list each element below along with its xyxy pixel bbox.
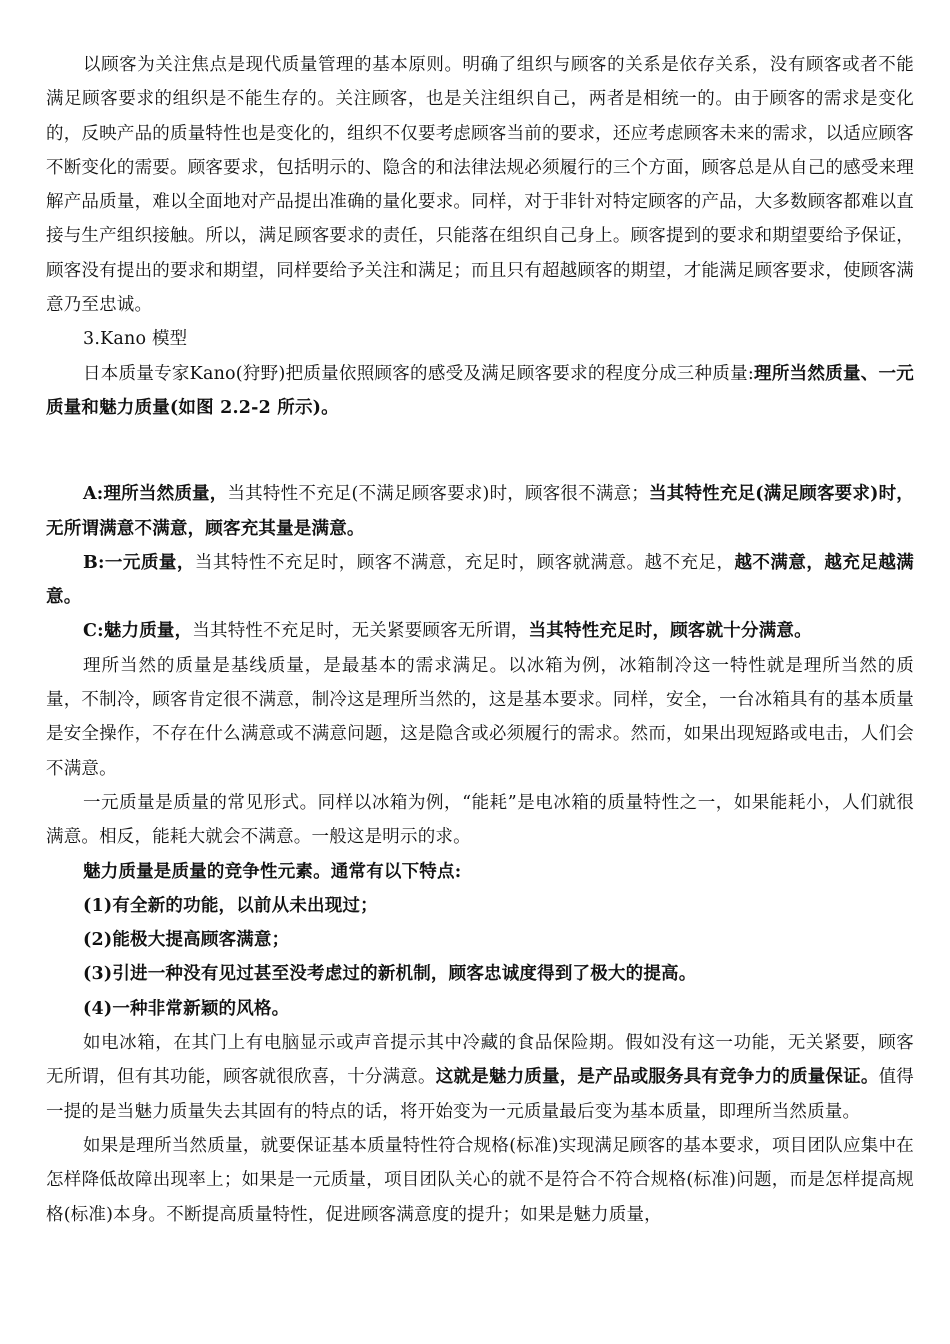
- c-bold-text: 当其特性充足时，顾客就十分满意。: [528, 621, 812, 642]
- paragraph-conclusion: 如果是理所当然质量，就要保证基本质量特性符合规格(标准)实现满足顾客的基本要求，项目团队应集中在怎样降低故障出现率上；如果是一元质量，项目团队关心的就不是符合不符合规格(标准)问题，而是怎样提高规格(标准)本身。不断提高质量特性，促进顾客满意度的提升；如果是魅力质量，: [46, 1135, 914, 1225]
- heading-kano-model: 3.Kano 模型: [83, 329, 188, 350]
- c-text: 当其特性不充足时，无关紧要顾客无所谓，: [192, 621, 529, 642]
- figure-gap: [46, 425, 914, 477]
- paragraph-customer-focus: 以顾客为关注焦点是现代质量管理的基本原则。明确了组织与顾客的关系是依存关系，没有顾客或者不能满足顾客要求的组织是不能生存的。关注顾客，也是关注组织自己，两者是相统一的。由于顾客的需求是变化的，反映产品的质量特性也是变化的，组织不仅要考虑顾客当前的要求，还应考虑顾客未来的需求，以适应顾客不断变化的需要。顾客要求，包括明示的、隐含的和法律法规必须履行的三个方面，顾客总是从自己的感受来理解产品质量，难以全面地对产品提出准确的量化要求。同样，对于非针对特定顾客的产品，大多数顾客都难以直接与生产组织接触。所以，满足顾客要求的责任，只能落在组织自己身上。顾客提到的要求和期望要给予保证，顾客没有提出的要求和期望，同样要给予关注和满足；而且只有超越顾客的期望，才能满足顾客要求，使顾客满意乃至忠诚。: [46, 55, 914, 316]
- b-label: B:一元质量，: [83, 552, 195, 573]
- list-item-3: (3)引进一种没有见过甚至没考虑过的新机制，顾客忠诚度得到了极大的提高。: [83, 964, 697, 985]
- document-page: [46, 48, 914, 1232]
- c-label: C:魅力质量，: [83, 621, 193, 642]
- kano-intro-text: 日本质量专家Kano(狩野)把质量依照顾客的感受及满足顾客要求的程度分成三种质量:: [83, 363, 754, 384]
- kano-intro-bold: 理所当然质量、一元质量和魅力质量(如图 2.2-2 所示)。: [46, 363, 914, 418]
- b-text: 当其特性不充足时，顾客不满意，充足时，顾客就满意。越不充足，: [194, 552, 735, 573]
- paragraph-must-be-example: 理所当然的质量是基线质量，是最基本的需求满足。以冰箱为例，冰箱制冷这一特性就是理所当然的质量，不制冷，顾客肯定很不满意，制冷这是理所当然的，这是基本要求。同样，安全，一台冰箱具有的基本质量是安全操作，不存在什么满意或不满意问题，这是隐含或必须履行的需求。然而，如果出现短路或电击，人们会不满意。: [46, 655, 914, 779]
- list-item-1: (1)有全新的功能，以前从未出现过；: [83, 895, 378, 916]
- attractive-example-text: 如电冰箱，在其门上有电脑显示或声音提示其中冷藏的食品保险期。假如没有这一功能，无关紧要，顾客无所谓，但有其功能，顾客就很欣喜，十分满意。: [46, 1033, 914, 1088]
- paragraph-attractive-example: [46, 1026, 914, 1129]
- a-bold-text: 当其特性充足(满足顾客要求)时，无所谓满意不满意，顾客充其量是满意。: [46, 484, 915, 539]
- attractive-example-bold: 这就是魅力质量，是产品或服务具有竞争力的质量保证。: [435, 1067, 879, 1088]
- paragraph-attractive-features: 魅力质量是质量的竞争性元素。通常有以下特点:: [83, 861, 462, 882]
- paragraph-a-must-be: [46, 477, 914, 546]
- paragraph-kano-intro: [46, 357, 914, 426]
- list-item-4: (4)一种非常新颖的风格。: [83, 998, 290, 1019]
- a-label: A:理所当然质量，: [83, 484, 228, 505]
- paragraph-b-one-dimensional: [46, 546, 914, 615]
- attractive-example-tail: 值得一提的是当魅力质量失去其固有的特点的话，将开始变为一元质量最后变为基本质量，即理所当然质量。: [46, 1067, 914, 1122]
- paragraph-one-dimensional-example: 一元质量是质量的常见形式。同样以冰箱为例，“能耗”是电冰箱的质量特性之一，如果能耗小，人们就很满意。相反，能耗大就会不满意。一般这是明示的求。: [46, 792, 914, 848]
- b-bold-text: 越不满意，越充足越满意。: [46, 552, 915, 608]
- a-text: 当其特性不充足(不满足顾客要求)时，顾客很不满意；: [227, 484, 649, 505]
- list-item-2: (2)能极大提高顾客满意；: [83, 930, 290, 951]
- paragraph-c-attractive: [46, 614, 914, 648]
